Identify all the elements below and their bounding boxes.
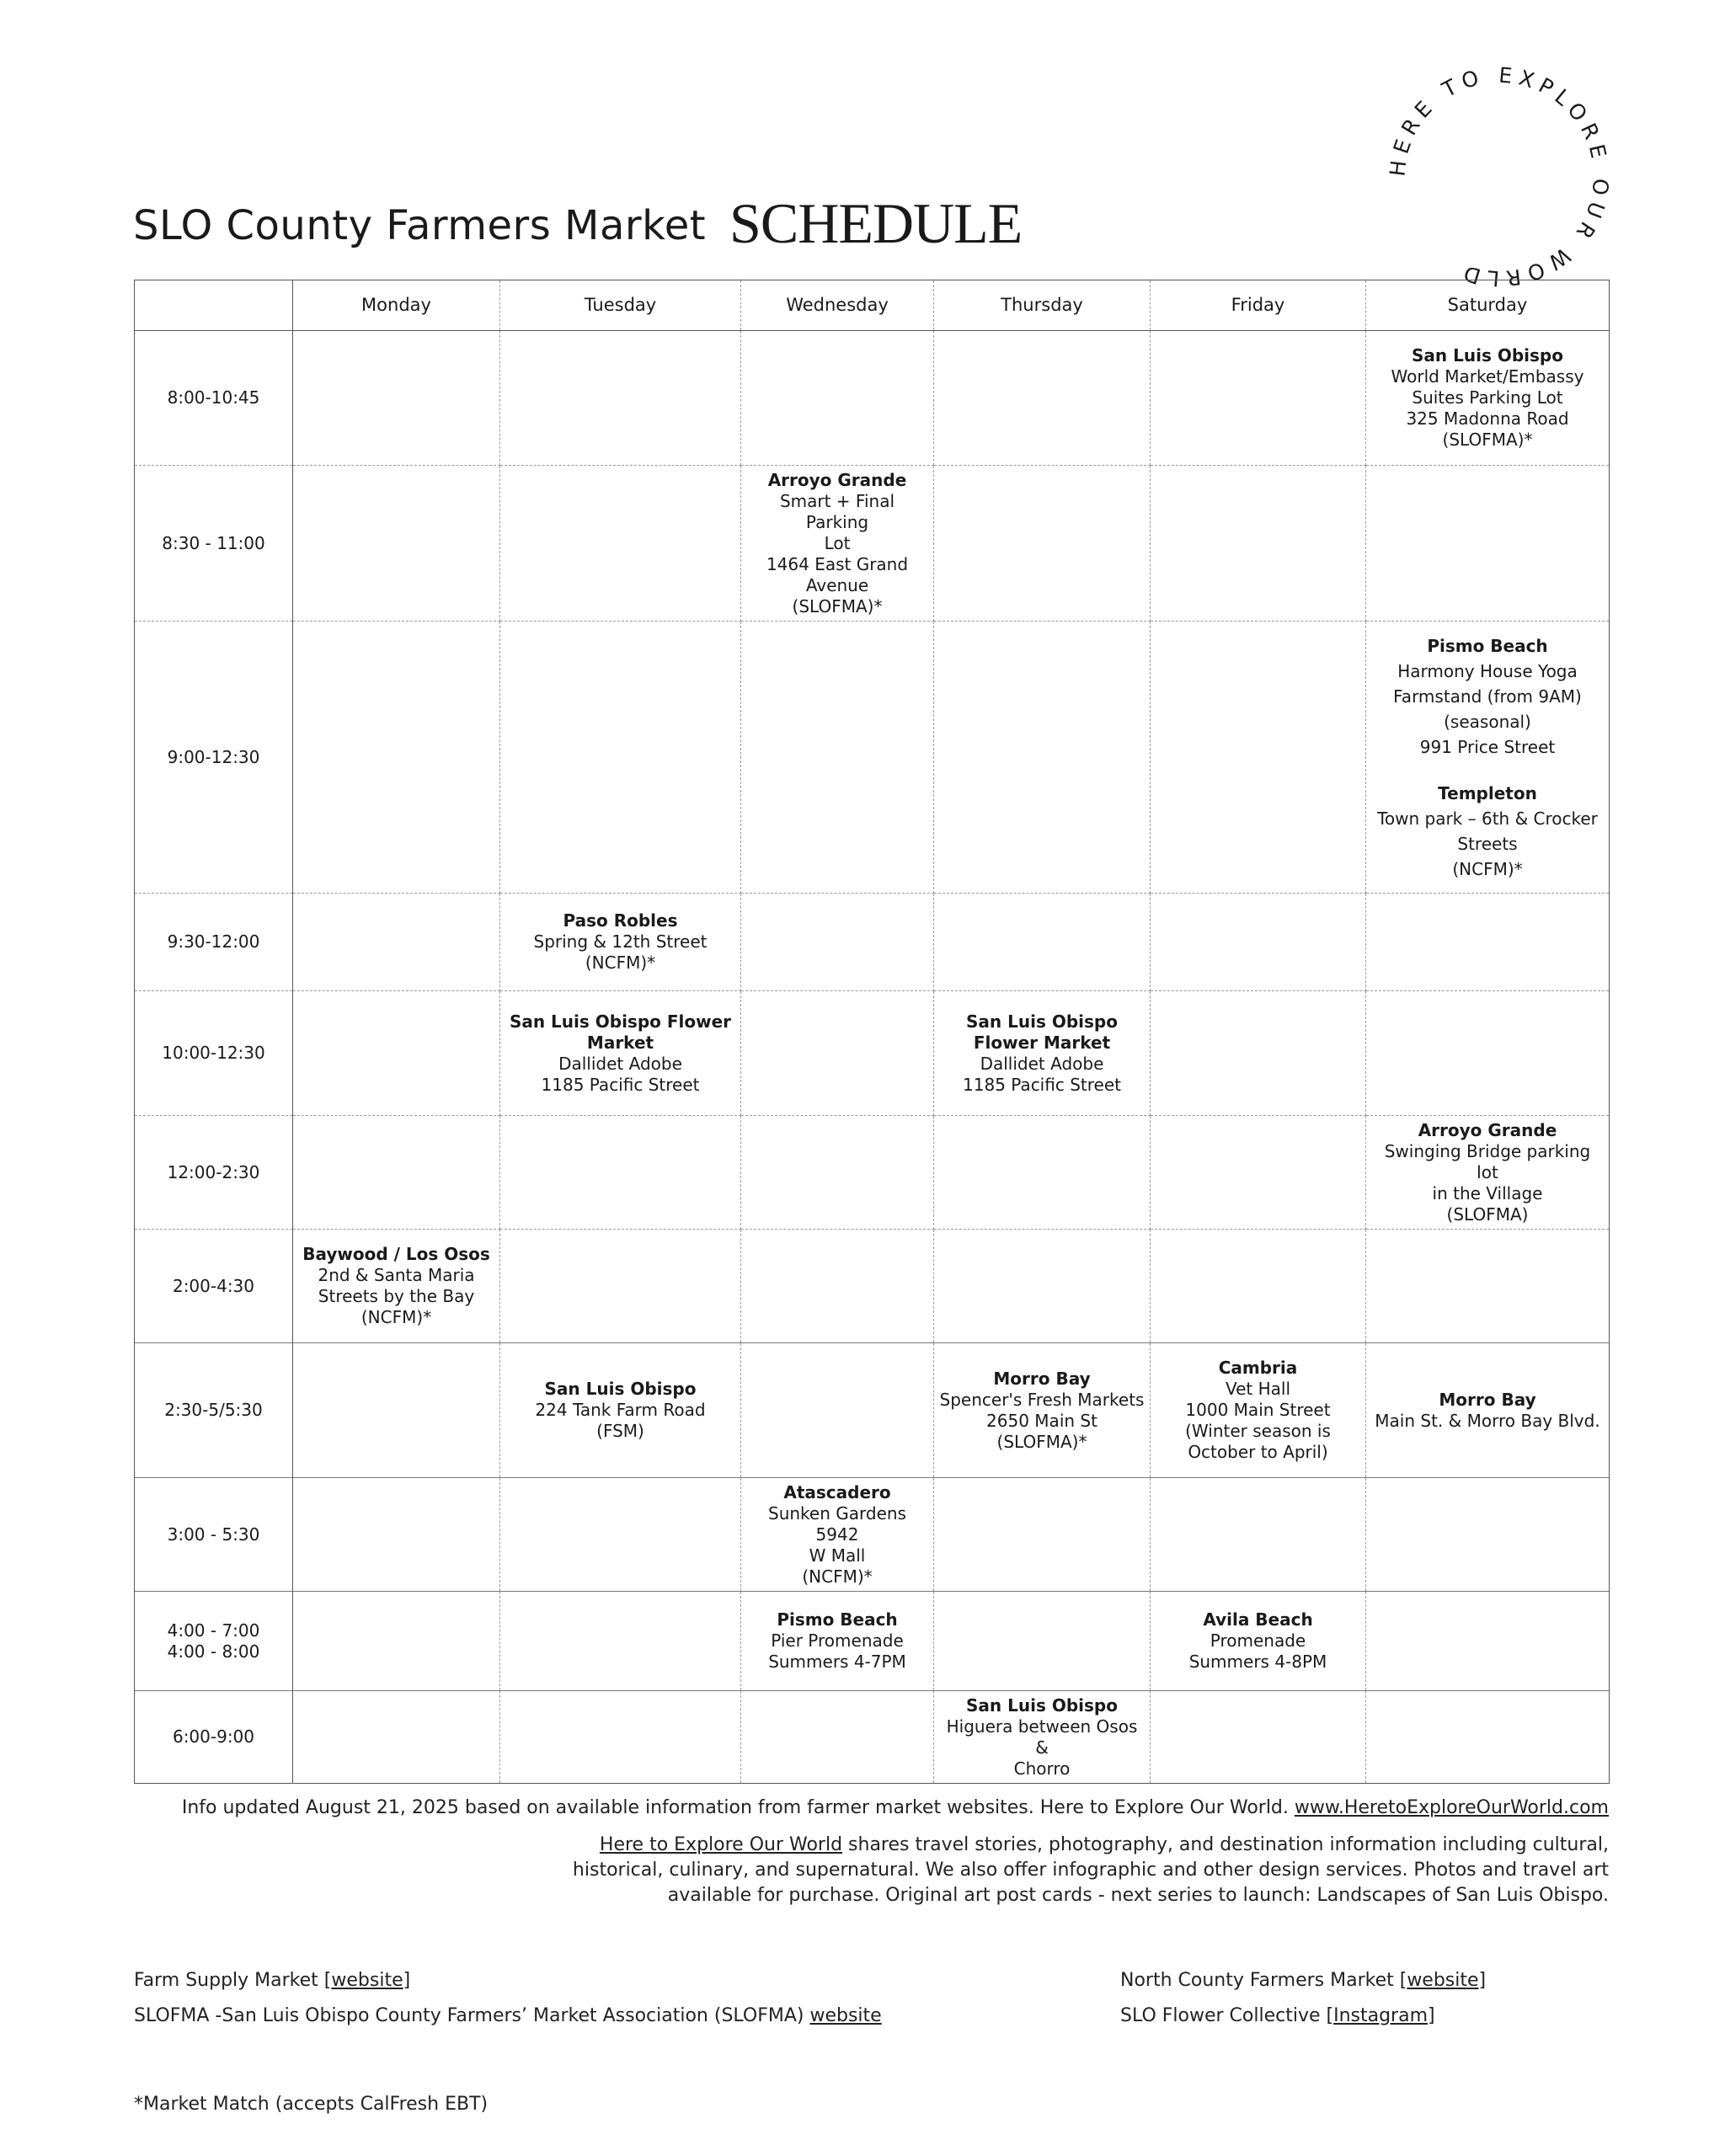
market-name: Avila Beach [1203,1609,1313,1630]
cell-wednesday [741,1478,934,1592]
about-link[interactable]: Here to Explore Our World [599,1834,843,1855]
cell-tuesday [500,1230,741,1343]
info-note [182,1796,1609,1821]
cell-saturday [1366,622,1610,894]
cell-thursday [934,991,1151,1116]
time-cell [135,1230,293,1343]
cell-thursday [934,1478,1151,1592]
market-detail: Sunken Gardens 5942 [768,1502,906,1545]
market-detail: Streets [1457,833,1518,854]
market-name: San Luis Obispo Flower Market [966,1011,1118,1053]
cell-saturday [1366,1691,1610,1784]
footer-link-flower-collective [1120,2005,1435,2026]
market-detail: Avenue [805,574,869,595]
cell-monday [293,622,500,894]
cell-thursday [934,331,1151,466]
market-detail: (NCFM)* [360,1307,432,1327]
cell-monday [293,1230,500,1343]
time-cell [135,622,293,894]
market-detail: Town park – 6th & Crocker [1377,808,1598,829]
logo-text [1385,63,1613,291]
cell-wednesday [741,466,934,622]
market-detail: Spencer's Fresh Markets [939,1389,1145,1410]
time-label: 8:30 - 11:00 [162,532,265,553]
market-detail: Summers 4-8PM [1188,1652,1327,1672]
market-name: San Luis Obispo Flower Market [509,1011,732,1053]
market-name: Atascadero [783,1481,891,1502]
cell-tuesday [500,894,741,991]
cell-tuesday [500,1691,741,1784]
time-label: 8:00-10:45 [167,387,260,408]
market-detail: Swinging Bridge parking lot [1384,1140,1591,1182]
market-detail: 325 Madonna Road [1406,408,1569,429]
time-cell [135,991,293,1116]
corner-cell [135,280,293,331]
cell-friday [1151,1592,1366,1691]
time-label: 3:00 - 5:30 [167,1524,260,1545]
cell-monday [293,331,500,466]
market-name: Baywood / Los Osos [302,1244,490,1264]
page-title [133,187,1022,253]
market-name: Cambria [1218,1358,1298,1378]
cell-thursday [934,1116,1151,1230]
market-detail: (NCFM)* [1452,858,1523,879]
market-name: Morro Bay [993,1368,1091,1389]
cell-tuesday [500,622,741,894]
market-detail: October to April) [1188,1442,1328,1462]
market-detail: 2650 Main St [986,1410,1097,1431]
cell-thursday [934,1343,1151,1478]
market-detail: 1000 Main Street [1185,1400,1331,1420]
about-text-3: available for purchase. Original art post cards - next series to launch: Landscapes of San Luis Obispo. [667,1885,1609,1906]
time-cell [135,466,293,622]
market-detail: Promenade [1210,1630,1306,1651]
market-detail: Chorro [1013,1758,1071,1779]
schedule-row [135,1691,1610,1784]
footer-link-slofma [134,2005,882,2026]
page-title-text: SLO County Farmers Market [133,202,707,249]
market-detail: Streets by the Bay [318,1286,475,1306]
market-detail: 224 Tank Farm Road [535,1400,706,1420]
schedule-row [135,1478,1610,1592]
about-note [514,1833,1609,1908]
cell-monday [293,1691,500,1784]
schedule-row [135,466,1610,622]
footer-link-after: ] [1478,1970,1487,1991]
footer-link-text: SLO Flower Collective [ [1120,2005,1334,2026]
cell-wednesday [741,331,934,466]
time-cell [135,1343,293,1478]
time-label: 4:00 - 8:00 [167,1641,260,1662]
market-detail: 991 Price Street [1419,736,1556,757]
market-detail: Suites Parking Lot [1412,387,1563,408]
time-cell [135,1691,293,1784]
market-detail: 1185 Pacific Street [541,1074,700,1095]
market-detail: Higuera between Osos & [946,1716,1138,1758]
footer-link-farm-supply [134,1970,410,1991]
market-detail: (SLOFMA) [1446,1203,1529,1225]
day-header-thursday: Thursday [934,280,1151,331]
market-detail: (SLOFMA)* [996,1431,1087,1452]
north-county-website-link[interactable]: website [1407,1970,1479,1991]
market-detail: Dallidet Adobe [558,1053,682,1074]
day-header-wednesday: Wednesday [741,280,934,331]
market-name: Pismo Beach [1427,635,1548,656]
footer-link-text: SLOFMA -San Luis Obispo County Farmers’ Market Association (SLOFMA) [134,2005,810,2026]
time-cell [135,1592,293,1691]
cell-wednesday [741,894,934,991]
cell-saturday [1366,991,1610,1116]
time-cell [135,894,293,991]
cell-thursday [934,1230,1151,1343]
cell-monday [293,1478,500,1592]
cell-friday [1151,331,1366,466]
cell-friday [1151,466,1366,622]
market-detail: Summers 4-7PM [768,1652,906,1672]
cell-wednesday [741,1592,934,1691]
cell-wednesday [741,1343,934,1478]
cell-monday [293,466,500,622]
cell-friday [1151,1478,1366,1592]
cell-monday [293,1116,500,1230]
cell-monday [293,894,500,991]
market-detail: (FSM) [596,1421,644,1441]
cell-tuesday [500,1592,741,1691]
cell-wednesday [741,1230,934,1343]
info-text: Info updated August 21, 2025 based on available information from farmer market websites. Here to Explore Our World. [181,1797,1295,1818]
cell-friday [1151,1343,1366,1478]
time-cell [135,331,293,466]
cell-tuesday [500,1478,741,1592]
footer-link-text: Farm Supply Market [ [134,1970,332,1991]
time-label: 2:00-4:30 [172,1275,255,1296]
time-label: 10:00-12:30 [162,1043,265,1063]
cell-saturday [1366,466,1610,622]
market-detail: Spring & 12th Street [533,931,708,952]
cell-thursday [934,894,1151,991]
cell-thursday [934,1691,1151,1784]
market-name: Arroyo Grande [767,469,907,490]
market-detail: (Winter season is [1185,1421,1331,1441]
schedule-row [135,622,1610,894]
cell-monday [293,1343,500,1478]
day-header-saturday: Saturday [1366,280,1610,331]
cell-saturday [1366,331,1610,466]
market-name: San Luis Obispo [966,1694,1118,1716]
market-detail: 2nd & Santa Maria [318,1265,475,1285]
market-detail: (NCFM)* [585,953,656,973]
day-header-tuesday: Tuesday [500,280,741,331]
market-detail: Smart + Final Parking [779,490,895,532]
about-text-2: historical, culinary, and supernatural. We also offer infographic and other design services. Photos and travel art [572,1860,1609,1881]
time-label: 6:00-9:00 [172,1726,255,1747]
cell-thursday [934,466,1151,622]
market-detail: (NCFM)* [802,1566,873,1587]
cell-saturday [1366,1230,1610,1343]
market-name: San Luis Obispo [1412,345,1563,366]
website-link[interactable]: www.HeretoExploreOurWorld.com [1294,1797,1609,1818]
market-name: Pismo Beach [777,1609,898,1630]
time-label: 9:30-12:00 [167,931,260,952]
time-label: 12:00-2:30 [167,1161,260,1182]
cell-saturday [1366,1116,1610,1230]
time-cell [135,1116,293,1230]
footer-link-text: North County Farmers Market [ [1120,1970,1407,1991]
cell-tuesday [500,466,741,622]
cell-wednesday [741,991,934,1116]
schedule-table [134,280,1610,1784]
market-detail: Dallidet Adobe [980,1053,1104,1074]
schedule-row [135,894,1610,991]
market-detail: (seasonal) [1444,711,1531,732]
schedule-row [135,331,1610,466]
spacer [1371,760,1604,781]
market-detail: in the Village [1432,1182,1543,1203]
cell-friday [1151,991,1366,1116]
cell-monday [293,1592,500,1691]
page-subtitle: SCHEDULE [729,191,1023,255]
market-detail: Main St. & Morro Bay Blvd. [1375,1410,1600,1431]
market-name: Paso Robles [563,910,678,931]
cell-thursday [934,622,1151,894]
time-label: 9:00-12:30 [167,746,260,767]
cell-friday [1151,1116,1366,1230]
market-name: San Luis Obispo [544,1379,697,1399]
market-detail: Pier Promenade [771,1630,904,1651]
schedule-row [135,1116,1610,1230]
cell-saturday [1366,894,1610,991]
market-detail: (SLOFMA)* [792,595,883,616]
footer-link-after: ] [403,1970,411,1991]
time-label: 2:30-5/5:30 [164,1400,263,1420]
market-detail: Harmony House Yoga [1397,660,1578,681]
time-label: 4:00 - 7:00 [167,1620,260,1641]
market-match-note: *Market Match (accepts CalFresh EBT) [134,2094,489,2115]
market-detail: 1185 Pacific Street [963,1074,1121,1095]
header-row [135,280,1610,331]
footer-link-after: ] [1428,2005,1435,2026]
day-header-friday: Friday [1151,280,1366,331]
schedule-row [135,1230,1610,1343]
day-header-monday: Monday [293,280,500,331]
footer-link-north-county [1120,1970,1486,1991]
cell-wednesday [741,1691,934,1784]
time-cell [135,1478,293,1592]
cell-saturday [1366,1478,1610,1592]
schedule-row [135,1343,1610,1478]
market-detail: 1464 East Grand [766,553,909,574]
market-detail: W Mall [809,1545,866,1566]
market-detail: Vet Hall [1225,1379,1291,1399]
farm-supply-website-link[interactable]: website [331,1970,403,1991]
flower-collective-instagram-link[interactable]: Instagram [1333,2005,1429,2026]
cell-tuesday [500,1343,741,1478]
market-detail: Farmstand (from 9AM) [1393,686,1582,707]
slofma-website-link[interactable]: website [809,2005,882,2026]
schedule-row [135,1592,1610,1691]
market-name: Templeton [1438,782,1537,803]
market-detail: World Market/Embassy [1391,366,1584,387]
cell-tuesday [500,1116,741,1230]
market-detail: Lot [824,532,851,553]
market-detail: (SLOFMA)* [1442,430,1533,450]
cell-wednesday [741,622,934,894]
cell-thursday [934,1592,1151,1691]
cell-friday [1151,1230,1366,1343]
cell-saturday [1366,1343,1610,1478]
cell-friday [1151,622,1366,894]
cell-wednesday [741,1116,934,1230]
market-name: Morro Bay [1439,1389,1536,1410]
cell-tuesday [500,331,741,466]
cell-monday [293,991,500,1116]
about-text-1: shares travel stories, photography, and destination information including cultural, [842,1834,1609,1855]
cell-friday [1151,1691,1366,1784]
circular-logo [1381,59,1617,295]
cell-tuesday [500,991,741,1116]
schedule-row [135,991,1610,1116]
market-name: Arroyo Grande [1418,1119,1557,1140]
cell-friday [1151,894,1366,991]
logo-text-path: HERE TO EXPLORE OUR WORLD [1385,62,1614,291]
cell-saturday [1366,1592,1610,1691]
